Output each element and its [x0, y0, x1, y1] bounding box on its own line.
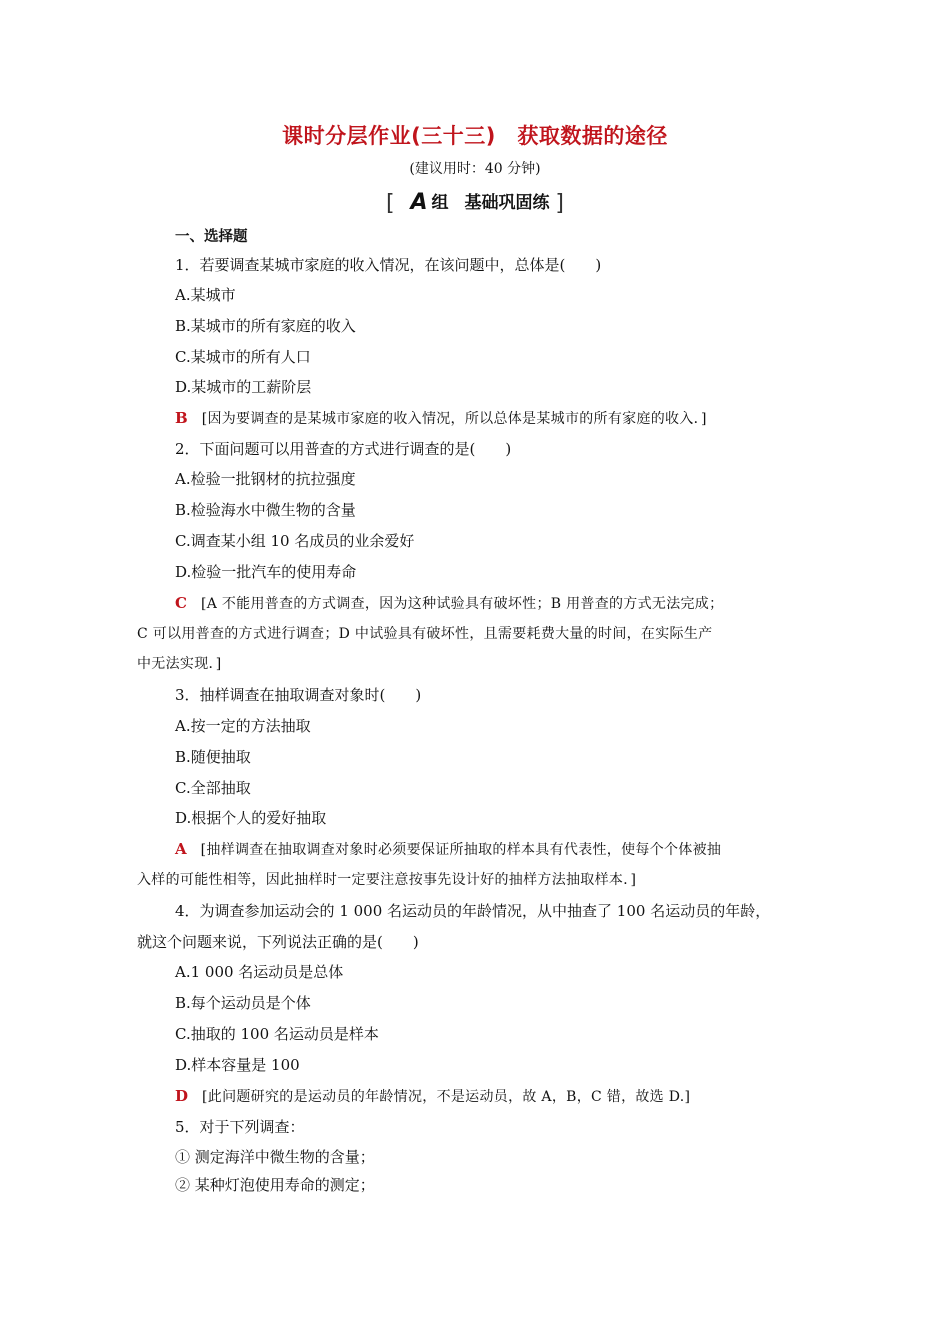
question-5-item-1: ① 测定海洋中微生物的含量； [175, 1148, 375, 1166]
question-1-option-c: C.某城市的所有人口 [175, 348, 311, 366]
question-2-option-a: A.检验一批钢材的抗拉强度 [175, 470, 356, 488]
question-1-option-a: A.某城市 [175, 286, 236, 304]
explanation-line: [抽样调查在抽取调查对象时必须要保证所抽取的样本具有代表性，使每个个体被抽 [200, 842, 722, 858]
question-2-option-b: B.检验海水中微生物的含量 [175, 501, 356, 519]
section-heading: 一、选择题 [175, 229, 248, 245]
question-4-option-d: D.样本容量是 100 [175, 1056, 300, 1074]
question-3-stem: 3．抽样调查在抽取调查对象时( ) [175, 686, 422, 704]
answer-letter: D [175, 1087, 189, 1105]
question-1-option-b: B.某城市的所有家庭的收入 [175, 317, 356, 335]
question-1-stem: 1．若要调查某城市家庭的收入情况，在该问题中，总体是( ) [175, 256, 602, 274]
question-4-stem-continued: 就这个问题来说，下列说法正确的是( ) [137, 933, 419, 951]
explanation-line: 入样的可能性相等，因此抽样时一定要注意按事先设计好的抽样方法抽取样本．] [137, 872, 637, 888]
question-4-stem: 4．为调查参加运动会的 1 000 名运动员的年龄情况，从中抽查了 100 名运动员的年龄， [175, 902, 771, 920]
explanation-line: 中无法实现．] [137, 656, 222, 672]
answer-letter: B [175, 409, 188, 427]
question-4-solution [175, 1086, 690, 1107]
suggested-time: (建议用时：40 分钟) [409, 161, 541, 177]
question-5-item-2: ② 某种灯泡使用寿命的测定； [175, 1176, 375, 1194]
group-letter: A [410, 190, 428, 215]
explanation-line: [A 不能用普查的方式调查，因为这种试验具有破坏性；B 用普查的方式无法完成； [200, 596, 724, 612]
question-2-option-d: D.检验一批汽车的使用寿命 [175, 563, 357, 581]
question-3-option-d: D.根据个人的爱好抽取 [175, 809, 327, 827]
answer-letter: A [175, 840, 187, 858]
question-5-stem: 5．对于下列调查： [175, 1118, 305, 1136]
question-2-solution [175, 593, 723, 614]
group-heading [0, 188, 950, 216]
question-3-solution [175, 839, 721, 860]
explanation-line: C 可以用普查的方式进行调查；D 中试验具有破坏性，且需要耗费大量的时间，在实际生产 [137, 626, 713, 642]
question-3-option-a: A.按一定的方法抽取 [175, 717, 311, 735]
explanation: [此问题研究的是运动员的年龄情况，不是运动员，故 A，B，C 错，故选 D.] [202, 1089, 691, 1105]
group-label: 基础巩固练 [464, 193, 550, 213]
question-4-option-a: A.1 000 名运动员是总体 [175, 963, 344, 981]
question-3-option-b: B.随便抽取 [175, 748, 251, 766]
question-3-option-c: C.全部抽取 [175, 779, 251, 797]
question-1-option-d: D.某城市的工薪阶层 [175, 378, 312, 396]
bracket-right: ] [555, 191, 564, 216]
question-4-option-c: C.抽取的 100 名运动员是样本 [175, 1025, 379, 1043]
question-2-option-c: C.调查某小组 10 名成员的业余爱好 [175, 532, 415, 550]
question-2-stem: 2．下面问题可以用普查的方式进行调查的是( ) [175, 440, 512, 458]
question-1-solution [175, 408, 707, 429]
page-title: 课时分层作业(三十三) 获取数据的途径 [282, 124, 668, 148]
question-4-option-b: B.每个运动员是个体 [175, 994, 311, 1012]
group-name: 组 [431, 193, 449, 213]
explanation: [因为要调查的是某城市家庭的收入情况，所以总体是某城市的所有家庭的收入．] [201, 411, 707, 427]
bracket-left: [ [386, 191, 395, 216]
answer-letter: C [175, 594, 187, 612]
